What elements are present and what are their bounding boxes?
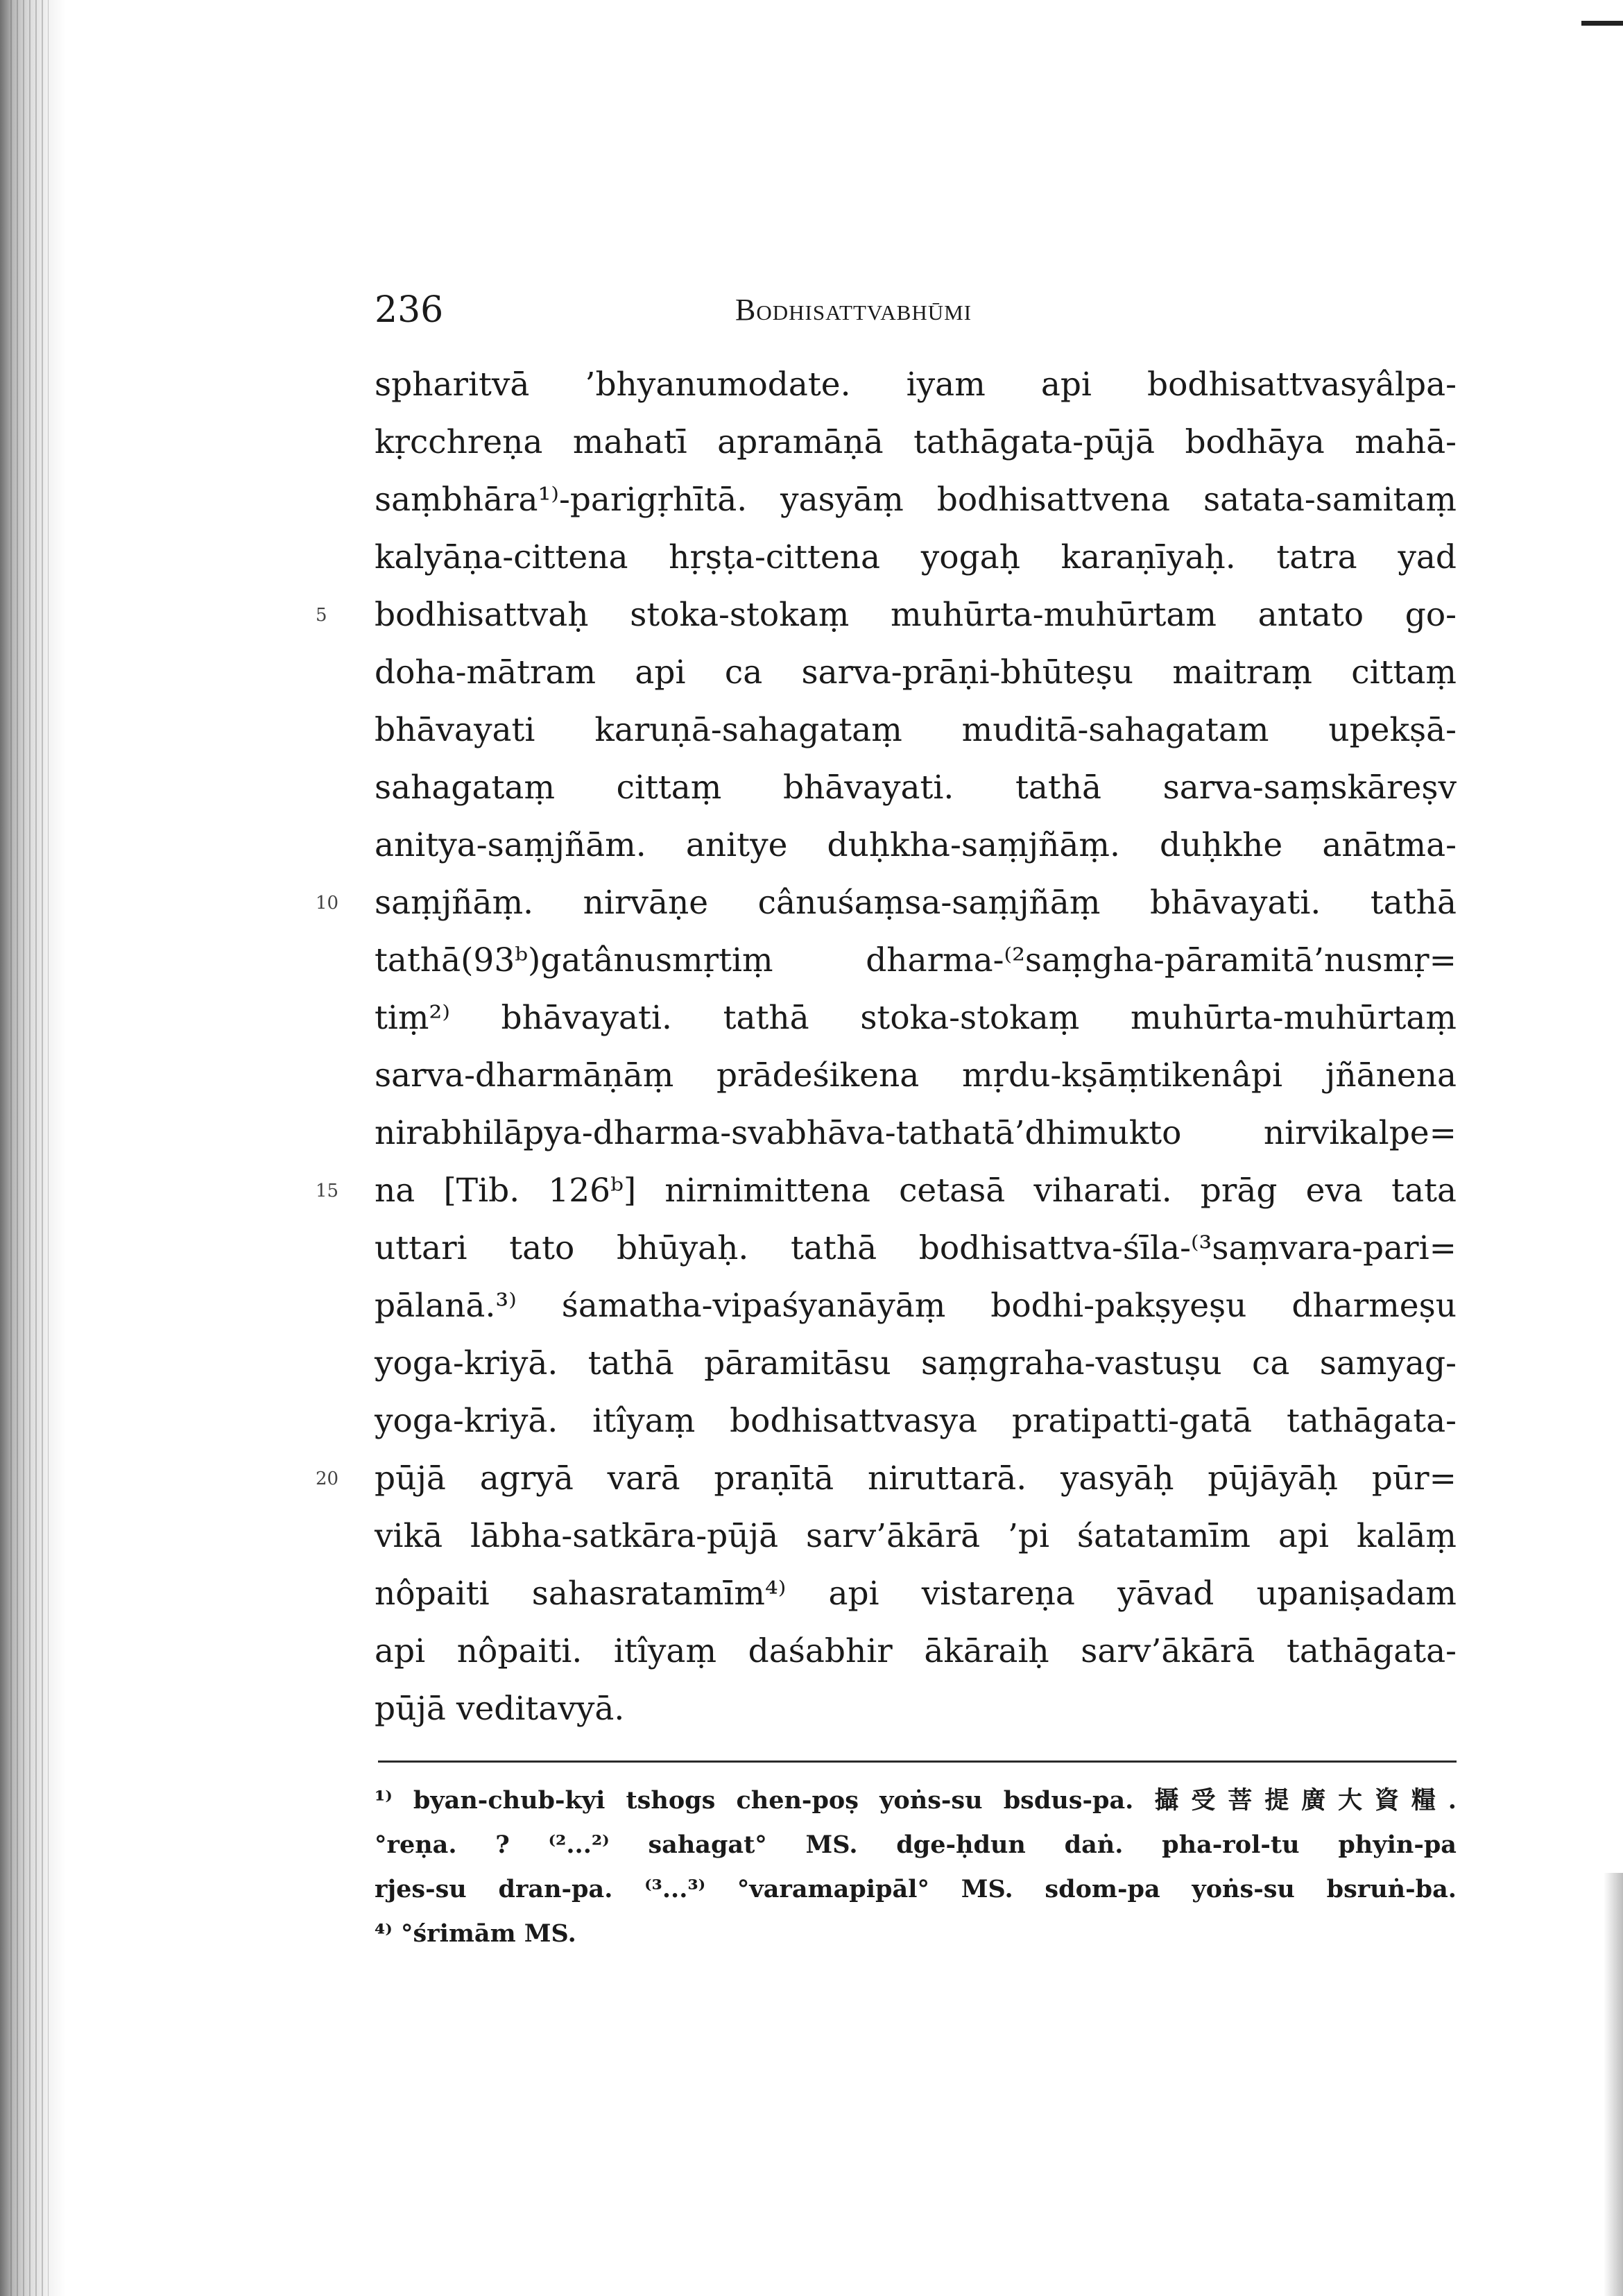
text-line: sahagataṃ cittaṃ bhāvayati. tathā sarva-saṃskāreṣv [375,769,1457,807]
text-line: sarva-dharmāṇāṃ prādeśikena mṛdu-kṣāṃtikenâpi jñānena [375,1056,1457,1095]
page-edge-shadow [1604,1873,1623,2296]
text-line: saṃjñāṃ. nirvāṇe cânuśaṃsa-saṃjñāṃ bhāvayati. tathā [375,884,1457,922]
text-line: anitya-saṃjñām. anitye duḥkha-saṃjñāṃ. duḥkhe anātma- [375,826,1457,864]
text-line: yoga-kriyā. itîyaṃ bodhisattvasya pratipatti-gatā tathāgata- [375,1402,1457,1440]
text-line: spharitvā ’bhyanumodate. iyam api bodhisattvasyâlpa- [375,366,1457,404]
text-line: nôpaiti sahasratamīm⁴⁾ api vistareṇa yāvad upaniṣadam [375,1575,1457,1613]
text-line: pālanā.³⁾ śamatha-vipaśyanāyāṃ bodhi-pakṣyeṣu dharmeṣu [375,1287,1457,1325]
text-line: yoga-kriyā. tathā pāramitāsu saṃgraha-vastuṣu ca samyag- [375,1344,1457,1382]
text-line: uttari tato bhūyaḥ. tathā bodhisattva-śīla-⁽³saṃvara-pari= [375,1229,1457,1267]
line-number: 10 [316,893,339,914]
footnote-line: ⁴⁾ °śrimām MS. [375,1919,576,1948]
line-number: 5 [316,605,327,626]
text-line: kalyāṇa-cittena hṛṣṭa-cittena yogaḥ karaṇīyaḥ. tatra yad [375,538,1457,576]
footnote-line: °reṇa. ? ⁽²...²⁾ sahagat° MS. dge-ḥdun daṅ. pha-rol-tu phyin-pa [375,1831,1457,1859]
text-line: vikā lābha-satkāra-pūjā sarv’ākārā ’pi śatatamīm api kalāṃ [375,1517,1457,1555]
footnote-line: ¹⁾ byan-chub-kyi tshogs chen-poṣ yoṅs-su bsdus-pa. 攝受菩提廣大資糧. [375,1786,1457,1815]
text-line: api nôpaiti. itîyaṃ daśabhir ākāraiḥ sarv’ākārā tathāgata- [375,1632,1457,1670]
text-line: tiṃ²⁾ bhāvayati. tathā stoka-stokaṃ muhūrta-muhūrtaṃ [375,999,1457,1037]
text-line: bodhisattvaḥ stoka-stokaṃ muhūrta-muhūrtam antato go- [375,596,1457,634]
binding-texture [10,0,49,2296]
text-line: pūjā veditavyā. [375,1690,625,1728]
text-line: bhāvayati karuṇā-sahagataṃ muditā-sahagatam upekṣā- [375,711,1457,749]
footnote-rule [378,1760,1457,1763]
running-title: Bodhisattvabhūmi [735,293,972,327]
text-line: nirabhilāpya-dharma-svabhāva-tathatā’dhimukto nirvikalpe= [375,1114,1457,1152]
page-number: 236 [375,289,444,331]
line-number: 15 [316,1181,339,1201]
line-number: 20 [316,1468,339,1489]
running-head [0,281,1623,343]
text-line: na [Tib. 126ᵇ] nirnimittena cetasā viharati. prāg eva tata [375,1172,1457,1210]
scan-edge-mark [1581,21,1623,26]
text-line: kṛcchreṇa mahatī apramāṇā tathāgata-pūjā bodhāya mahā- [375,423,1457,461]
footnote-line: rjes-su dran-pa. ⁽³...³⁾ °varamapipāl° MS. sdom-pa yoṅs-su bsruṅ-ba. [375,1875,1457,1903]
text-line: doha-mātram api ca sarva-prāṇi-bhūteṣu maitraṃ cittaṃ [375,653,1457,692]
text-line: pūjā agryā varā praṇītā niruttarā. yasyāḥ pūjāyāḥ pūr= [375,1459,1457,1498]
text-line: tathā(93ᵇ)gatânusmṛtiṃ dharma-⁽²saṃgha-pāramitā’nusmṛ= [375,941,1457,979]
text-line: saṃbhāra¹⁾-parigṛhītā. yasyāṃ bodhisattvena satata-samitaṃ [375,481,1457,519]
